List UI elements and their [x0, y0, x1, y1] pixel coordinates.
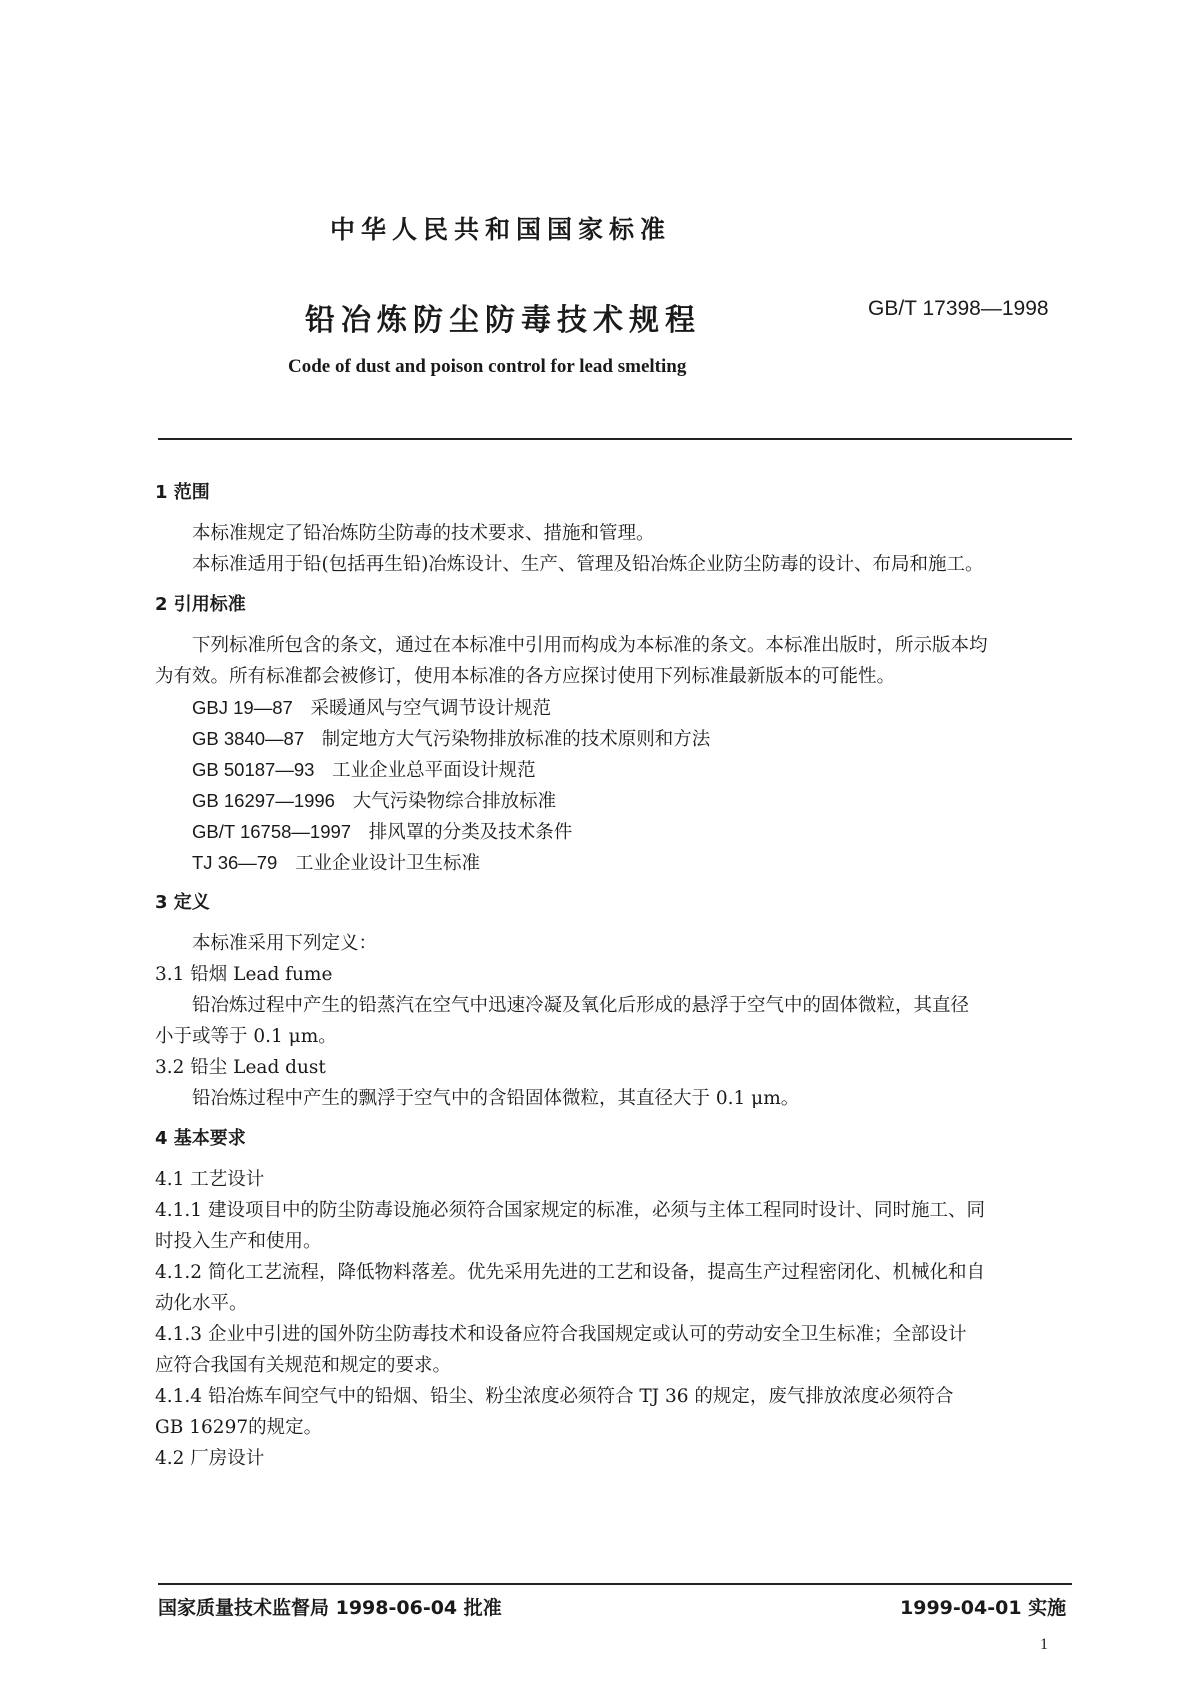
clause: 4.1.1 建设项目中的防尘防毒设施必须符合国家规定的标准，必须与主体工程同时设计、同时施工、同 — [155, 1200, 985, 1221]
clause: 应符合我国有关规范和规定的要求。 — [155, 1355, 452, 1376]
clause: 4.1.2 简化工艺流程，降低物料落差。优先采用先进的工艺和设备，提高生产过程密闭化、机械化和自 — [155, 1262, 985, 1283]
subsection-heading: 4.1 工艺设计 — [155, 1169, 265, 1190]
reference-item: GB 16297—1996 大气污染物综合排放标准 — [192, 790, 557, 812]
approval-line: 国家质量技术监督局 1998-06-04 批准 — [158, 1597, 502, 1619]
clause: 动化水平。 — [155, 1293, 248, 1314]
section-heading-references: 2 引用标准 — [155, 594, 246, 615]
paragraph: 本标准采用下列定义： — [192, 933, 378, 954]
reference-item: GB 3840—87 制定地方大气污染物排放标准的技术原则和方法 — [192, 728, 711, 750]
document-body — [155, 468, 1075, 1474]
clause: 时投入生产和使用。 — [155, 1231, 322, 1252]
paragraph: 铅冶炼过程中产生的飘浮于空气中的含铅固体微粒，其直径大于 0.1 μm。 — [192, 1088, 800, 1109]
bottom-divider — [158, 1583, 1072, 1585]
paragraph: 为有效。所有标准都会被修订，使用本标准的各方应探讨使用下列标准最新版本的可能性。 — [155, 666, 896, 687]
definition-title: 3.2 铅尘 Lead dust — [155, 1057, 326, 1078]
section-heading-definitions: 3 定义 — [155, 892, 210, 913]
definition-title: 3.1 铅烟 Lead fume — [155, 964, 333, 985]
paragraph: 本标准规定了铅冶炼防尘防毒的技术要求、措施和管理。 — [192, 523, 655, 544]
paragraph: 下列标准所包含的条文，通过在本标准中引用而构成为本标准的条文。本标准出版时，所示版本均 — [192, 635, 988, 656]
paragraph: 铅冶炼过程中产生的铅蒸汽在空气中迅速冷凝及氧化后形成的悬浮于空气中的固体微粒，其直径 — [192, 995, 970, 1016]
clause: 4.1.3 企业中引进的国外防尘防毒技术和设备应符合我国规定或认可的劳动安全卫生标准；全部设计 — [155, 1324, 967, 1345]
section-heading-basic-requirements: 4 基本要求 — [155, 1128, 246, 1149]
implementation-line: 1999-04-01 实施 — [900, 1597, 1067, 1619]
paragraph: 本标准适用于铅(包括再生铅)冶炼设计、生产、管理及铅冶炼企业防尘防毒的设计、布局和施工。 — [192, 554, 984, 575]
clause: GB 16297的规定。 — [155, 1417, 323, 1438]
clause: 4.1.4 铅冶炼车间空气中的铅烟、铅尘、粉尘浓度必须符合 TJ 36 的规定，废气排放浓度必须符合 — [155, 1386, 954, 1407]
national-standard-heading: 中华人民共和国国家标准 — [330, 215, 672, 244]
reference-item: TJ 36—79 工业企业设计卫生标准 — [192, 852, 481, 874]
reference-item: GB/T 16758—1997 排风罩的分类及技术条件 — [192, 821, 573, 843]
standard-title-en: Code of dust and poison control for lead smelting — [288, 356, 687, 377]
reference-item: GBJ 19—87 采暖通风与空气调节设计规范 — [192, 697, 551, 719]
top-divider — [158, 438, 1072, 440]
paragraph: 小于或等于 0.1 μm。 — [155, 1026, 337, 1047]
standard-number: GB/T 17398—1998 — [868, 297, 1049, 320]
reference-item: GB 50187—93 工业企业总平面设计规范 — [192, 759, 536, 781]
standard-title-cn: 铅冶炼防尘防毒技术规程 — [305, 303, 701, 338]
page-number: 1 — [1040, 1636, 1048, 1653]
section-heading-scope: 1 范围 — [155, 482, 210, 503]
subsection-heading: 4.2 厂房设计 — [155, 1448, 265, 1469]
